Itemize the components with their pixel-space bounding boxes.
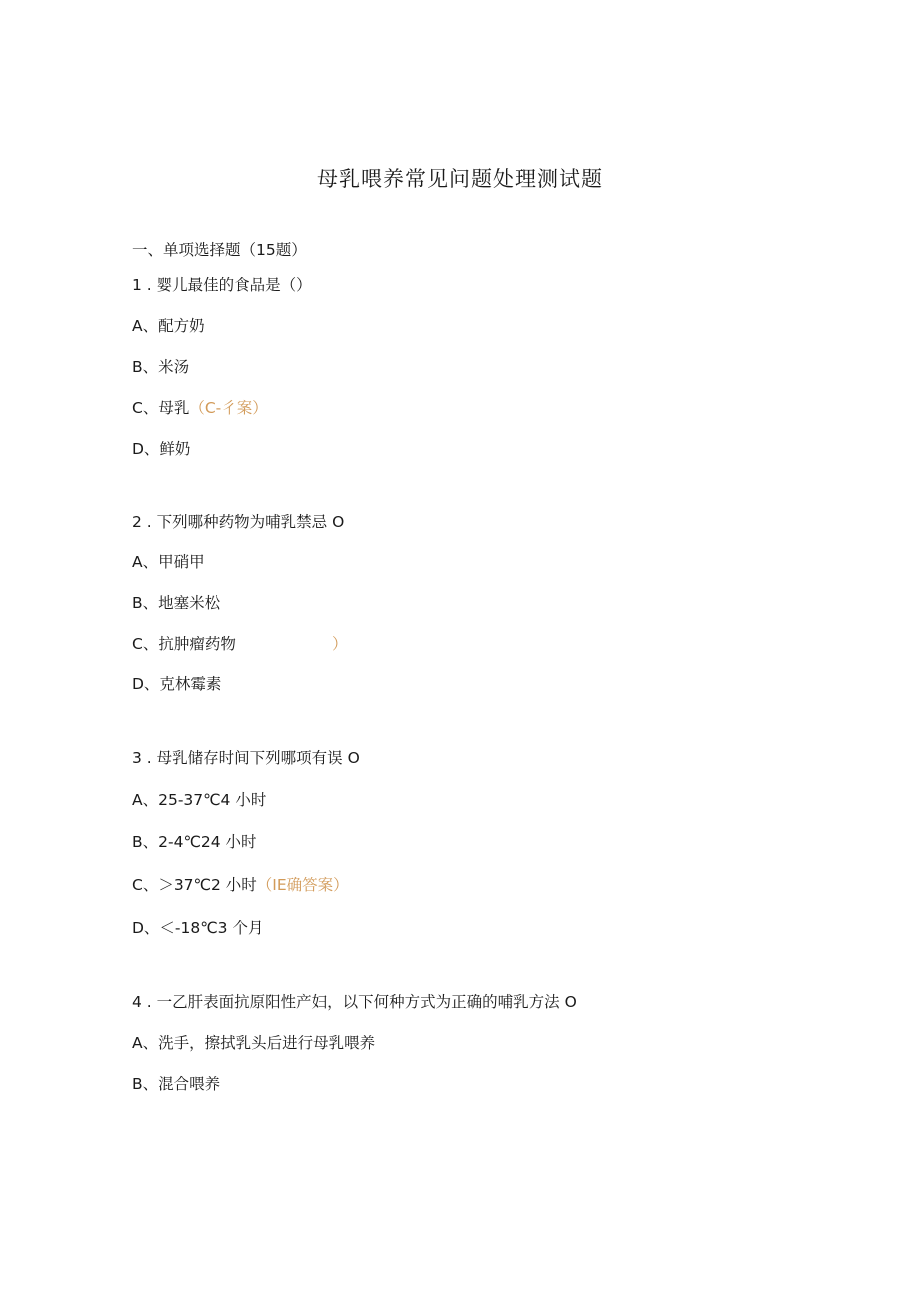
question-3-stem: 3 . 母乳储存时间下列哪项有误 O — [132, 749, 360, 767]
q2-answer-mark: ） — [332, 635, 348, 653]
question-4-stem: 4 . 一乙肝表面抗原阳性产妇，以下何种方式为正确的哺乳方法 O — [132, 993, 577, 1011]
q2-option-d: D、克林霉素 — [132, 675, 222, 693]
q2-option-c: C、抗肿瘤药物 — [132, 635, 236, 653]
q1-answer-mark: （C-彳案） — [189, 399, 268, 417]
q3-option-c — [132, 873, 349, 895]
q4-option-a: A、洗手，擦拭乳头后进行母乳喂养 — [132, 1034, 376, 1052]
page-title: 母乳喂养常见问题处理测试题 — [317, 167, 603, 191]
question-1-stem: 1 . 婴儿最佳的食品是（） — [132, 276, 312, 294]
q3-option-c-text: C、＞37℃2 小时 — [132, 876, 257, 894]
q1-option-b: B、米汤 — [132, 358, 190, 376]
q4-option-b: B、混合喂养 — [132, 1075, 221, 1093]
q3-answer-mark: （IE确答案） — [256, 876, 349, 894]
q1-option-a: A、配方奶 — [132, 317, 205, 335]
q2-option-a: A、甲硝甲 — [132, 553, 205, 571]
section-heading: 一、单项选择题（15题） — [132, 241, 307, 259]
question-2-stem: 2 . 下列哪种药物为哺乳禁忌 O — [132, 513, 345, 531]
q3-option-d: D、＜-18℃3 个月 — [132, 919, 264, 937]
q2-option-b: B、地塞米松 — [132, 594, 221, 612]
q1-option-d: D、鲜奶 — [132, 440, 191, 458]
q1-option-c — [132, 396, 268, 418]
q3-option-b: B、2-4℃24 小时 — [132, 833, 257, 851]
q1-option-c-text: C、母乳 — [132, 399, 190, 417]
q3-option-a: A、25-37℃4 小时 — [132, 791, 267, 809]
